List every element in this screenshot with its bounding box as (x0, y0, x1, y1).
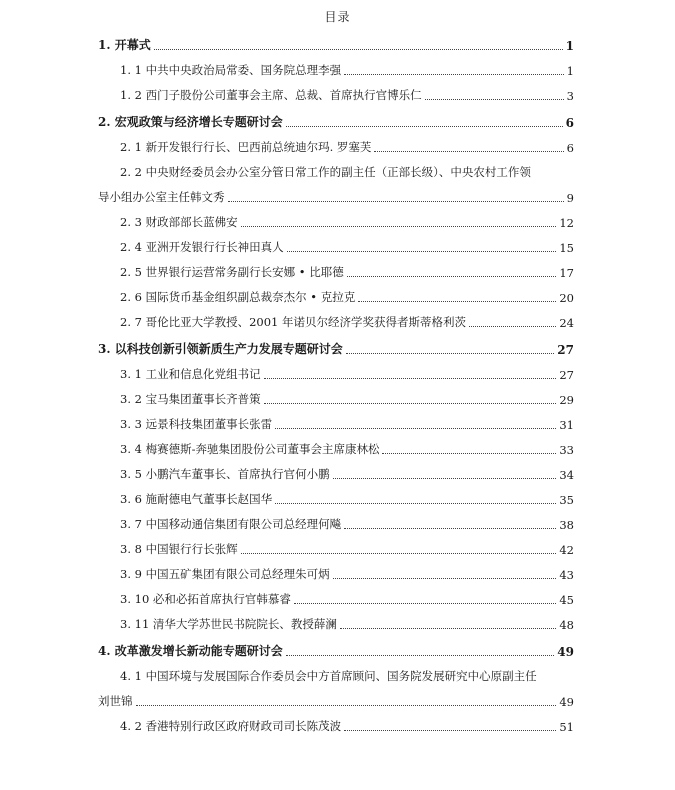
toc-entry-label-line1: 2. 2 中央财经委员会办公室分管日常工作的副主任（正部长级）、中央农村工作领 (120, 165, 531, 179)
toc-entry-label: 3. 4 梅赛德斯-奔驰集团股份公司董事会主席康林松 (120, 442, 380, 456)
toc-entry-multiline[interactable] (98, 663, 574, 713)
toc-entry[interactable] (98, 234, 574, 259)
toc-entry-line2 (98, 184, 574, 209)
dot-leader (340, 627, 556, 629)
toc-entry[interactable] (98, 486, 574, 511)
dot-leader (286, 654, 555, 656)
toc-entry[interactable] (98, 386, 574, 411)
dot-leader (425, 98, 564, 100)
toc-entry-page: 15 (559, 241, 574, 255)
dot-leader (347, 275, 557, 277)
dot-leader (344, 729, 556, 731)
toc-entry[interactable] (98, 511, 574, 536)
toc-entry-page: 43 (559, 568, 574, 582)
toc-entry-label: 1. 1 中共中央政治局常委、国务院总理李强 (120, 63, 342, 77)
toc-entry-page: 42 (559, 543, 574, 557)
toc-entry-page: 1 (566, 64, 574, 78)
dot-leader (344, 527, 556, 529)
toc-entry-page: 45 (559, 593, 574, 607)
toc-entry-label: 3. 9 中国五矿集团有限公司总经理朱可炳 (120, 567, 330, 581)
toc-entry[interactable] (98, 57, 574, 82)
toc-entry-label-line2: 导小组办公室主任韩文秀 (98, 190, 225, 204)
toc-entry-page: 49 (557, 645, 574, 659)
toc-entry-label: 3. 5 小鹏汽车董事长、首席执行官何小鹏 (120, 467, 330, 481)
toc-entry-label: 2. 3 财政部部长蓝佛安 (120, 215, 238, 229)
dot-leader (382, 452, 556, 454)
toc-entry-label: 3. 1 工业和信息化党组书记 (120, 367, 261, 381)
toc-entry[interactable] (98, 536, 574, 561)
dot-leader (136, 704, 557, 706)
dot-leader (228, 200, 564, 202)
dot-leader (344, 73, 564, 75)
toc-entry-page: 27 (559, 368, 574, 382)
dot-leader (469, 325, 556, 327)
toc-entry[interactable] (98, 107, 574, 134)
toc-entry[interactable] (98, 134, 574, 159)
dot-leader (275, 427, 556, 429)
toc-entry[interactable] (98, 259, 574, 284)
toc-entry-page: 49 (559, 695, 574, 709)
dot-leader (286, 125, 563, 127)
toc-entry[interactable] (98, 284, 574, 309)
toc-entry-page: 29 (559, 393, 574, 407)
dot-leader (333, 577, 557, 579)
toc-entry[interactable] (98, 586, 574, 611)
toc-entry[interactable] (98, 334, 574, 361)
toc-entry-label: 2. 6 国际货币基金组织副总裁奈杰尔 • 克拉克 (120, 290, 356, 304)
toc-entry-label: 3. 11 清华大学苏世民书院院长、教授薛澜 (120, 617, 337, 631)
toc-entry-page: 20 (559, 291, 574, 305)
toc-entry[interactable] (98, 461, 574, 486)
toc-list (98, 30, 574, 738)
toc-entry[interactable] (98, 30, 574, 57)
toc-entry-label: 3. 6 施耐德电气董事长赵国华 (120, 492, 273, 506)
toc-entry-page: 24 (559, 316, 574, 330)
page-title: 目录 (324, 10, 351, 24)
toc-entry-label: 3. 10 必和必拓首席执行官韩慕睿 (120, 592, 291, 606)
toc-entry-multiline[interactable] (98, 159, 574, 209)
toc-entry-label: 4. 改革激发增长新动能专题研讨会 (98, 644, 283, 658)
toc-entry-page: 48 (559, 618, 574, 632)
toc-entry[interactable] (98, 411, 574, 436)
toc-entry-page: 33 (559, 443, 574, 457)
toc-entry[interactable] (98, 561, 574, 586)
toc-entry-label: 3. 8 中国银行行长张辉 (120, 542, 238, 556)
dot-leader (154, 48, 563, 50)
toc-entry[interactable] (98, 611, 574, 636)
toc-entry-label: 4. 2 香港特别行政区政府财政司司长陈茂波 (120, 719, 342, 733)
toc-entry-page: 3 (566, 89, 574, 103)
toc-entry-label: 3. 2 宝马集团董事长齐普策 (120, 392, 261, 406)
toc-entry-page: 51 (559, 720, 574, 734)
toc-entry-page: 12 (559, 216, 574, 230)
dot-leader (275, 502, 556, 504)
toc-entry-label: 1. 开幕式 (98, 38, 151, 52)
dot-leader (241, 552, 557, 554)
toc-entry-page: 34 (559, 468, 574, 482)
toc-entry-label: 2. 4 亚洲开发银行行长神田真人 (120, 240, 284, 254)
toc-entry-label: 2. 1 新开发银行行长、巴西前总统迪尔玛. 罗塞芙 (120, 140, 372, 154)
toc-entry-page: 1 (565, 39, 574, 53)
toc-entry[interactable] (98, 436, 574, 461)
dot-leader (287, 250, 557, 252)
toc-entry-page: 38 (559, 518, 574, 532)
toc-entry[interactable] (98, 636, 574, 663)
dot-leader (374, 150, 563, 152)
toc-entry-page: 27 (557, 343, 574, 357)
toc-entry[interactable] (98, 309, 574, 334)
dot-leader (264, 402, 557, 404)
toc-entry-page: 35 (559, 493, 574, 507)
toc-entry-label: 3. 3 远景科技集团董事长张雷 (120, 417, 273, 431)
toc-entry[interactable] (98, 209, 574, 234)
toc-entry-label: 2. 7 哥伦比亚大学教授、2001 年诺贝尔经济学奖获得者斯蒂格利茨 (120, 315, 467, 329)
toc-entry-label: 2. 宏观政策与经济增长专题研讨会 (98, 115, 283, 129)
toc-entry-page: 9 (566, 191, 574, 205)
toc-entry[interactable] (98, 713, 574, 738)
toc-entry-line2 (98, 688, 574, 713)
toc-entry-label: 3. 以科技创新引领新质生产力发展专题研讨会 (98, 342, 343, 356)
toc-entry-label: 1. 2 西门子股份公司董事会主席、总裁、首席执行官博乐仁 (120, 88, 422, 102)
toc-entry-label: 2. 5 世界银行运营常务副行长安娜 • 比耶德 (120, 265, 344, 279)
toc-entry-page: 6 (565, 116, 574, 130)
dot-leader (241, 225, 557, 227)
toc-entry-label-line1: 4. 1 中国环境与发展国际合作委员会中方首席顾问、国务院发展研究中心原副主任 (120, 669, 537, 683)
dot-leader (264, 377, 557, 379)
toc-entry-label: 3. 7 中国移动通信集团有限公司总经理何飚 (120, 517, 342, 531)
toc-entry[interactable] (98, 82, 574, 107)
dot-leader (294, 602, 556, 604)
toc-entry[interactable] (98, 361, 574, 386)
dot-leader (358, 300, 556, 302)
dot-leader (333, 477, 557, 479)
toc-entry-page: 31 (559, 418, 574, 432)
toc-entry-page: 6 (566, 141, 574, 155)
toc-entry-label-line2: 刘世锦 (98, 694, 133, 708)
toc-entry-page: 17 (559, 266, 574, 280)
dot-leader (346, 352, 555, 354)
